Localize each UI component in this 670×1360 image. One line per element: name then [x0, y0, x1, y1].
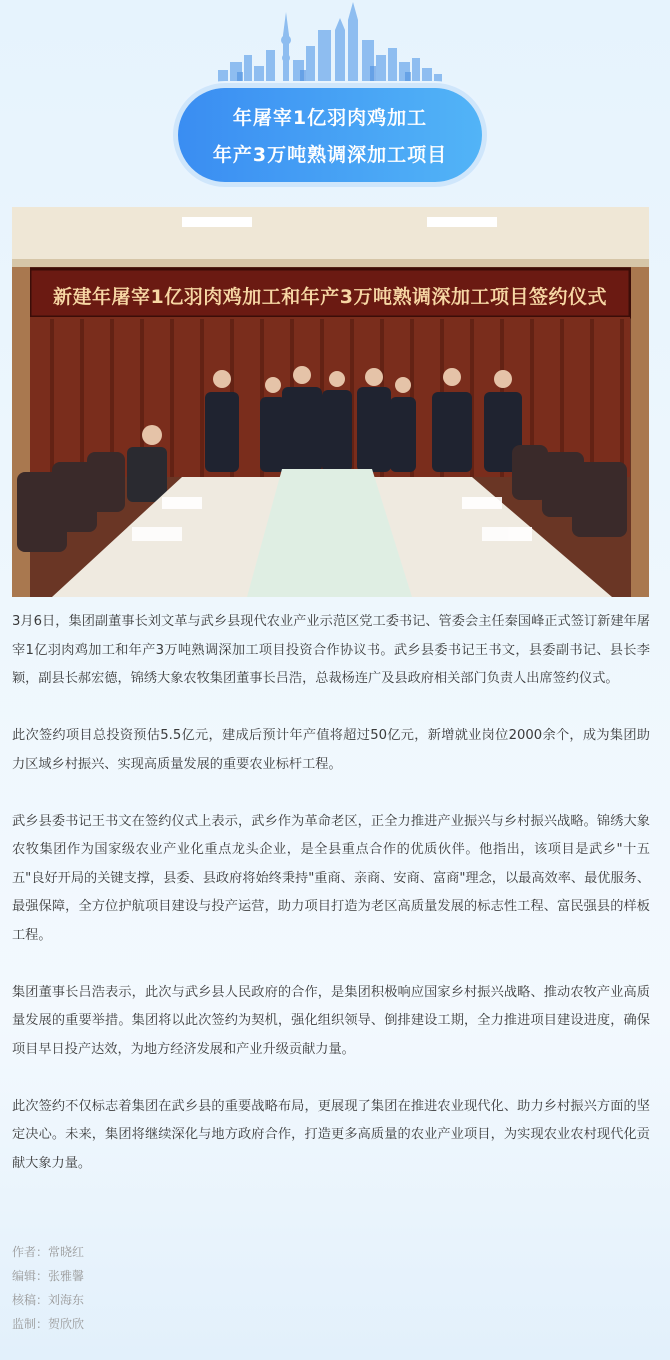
credit-label: 核稿： [12, 1293, 49, 1307]
credit-value: 贺欣欣 [48, 1317, 85, 1331]
title-line-2: 年产3万吨熟调深加工项目 [212, 144, 448, 166]
credit-label: 编辑： [12, 1269, 49, 1283]
header [0, 0, 670, 200]
credits [12, 1240, 84, 1336]
credit-value: 张雅馨 [48, 1269, 85, 1283]
photo-illustration [12, 207, 649, 597]
banner-text: 新建年屠宰1亿羽肉鸡加工和年产3万吨熟调深加工项目签约仪式 [53, 286, 607, 308]
article-body [12, 608, 650, 1207]
credit-label: 监制： [12, 1317, 49, 1331]
credit-label: 作者： [12, 1245, 49, 1259]
paragraph: 集团董事长吕浩表示，此次与武乡县人民政府的合作，是集团积极响应国家乡村振兴战略、推动农牧产业高质量发展的重要举措。集团将以此次签约为契机，强化组织领导、倒排建设工期，全力推进项目建设进度，确保项目早日投产达效，为地方经济发展和产业升级贡献力量。 [12, 984, 650, 1057]
signing-ceremony-photo [12, 207, 649, 597]
credit-editor [12, 1264, 84, 1288]
title-pill [178, 88, 482, 182]
credit-value: 刘海东 [48, 1293, 85, 1307]
credit-value: 常晓红 [48, 1245, 85, 1259]
paragraph: 此次签约不仅标志着集团在武乡县的重要战略布局，更展现了集团在推进农业现代化、助力乡村振兴方面的坚定决心。未来，集团将继续深化与地方政府合作，打造更多高质量的农业产业项目，为实现农业农村现代化贡献大象力量。 [12, 1098, 650, 1171]
credit-reviewer [12, 1288, 84, 1312]
credit-supervisor [12, 1312, 84, 1336]
city-skyline-illustration [0, 0, 670, 95]
paragraph: 此次签约项目总投资预估5.5亿元，建成后预计年产值将超过50亿元，新增就业岗位2000余个，成为集团助力区域乡村振兴、实现高质量发展的重要农业标杆工程。 [12, 728, 650, 772]
paragraph: 3月6日，集团副董事长刘文革与武乡县现代农业产业示范区党工委书记、管委会主任秦国峰正式签订新建年屠宰1亿羽肉鸡加工和年产3万吨熟调深加工项目投资合作协议书。武乡县委书记王书文，县委副书记、县长李颖，副县长郝宏德，锦绣大象农牧集团董事长吕浩，总裁杨连广及县政府相关部门负责人出席签约仪式。 [12, 614, 650, 686]
credit-author [12, 1240, 84, 1264]
paragraph: 武乡县委书记王书文在签约仪式上表示，武乡作为革命老区，正全力推进产业振兴与乡村振兴战略。锦绣大象农牧集团作为国家级农业产业化重点龙头企业，是全县重点合作的优质伙伴。他指出，该项目是武乡"十五五"良好开局的关键支撑，县委、县政府将始终秉持"重商、亲商、安商、富商"理念，以最高效率、最优服务、最强保障，全方位护航项目建设与投产运营，助力项目打造为老区高质量发展的标志性工程、富民强县的样板工程。 [12, 813, 651, 943]
title-line-1: 年屠宰1亿羽肉鸡加工 [232, 107, 428, 129]
